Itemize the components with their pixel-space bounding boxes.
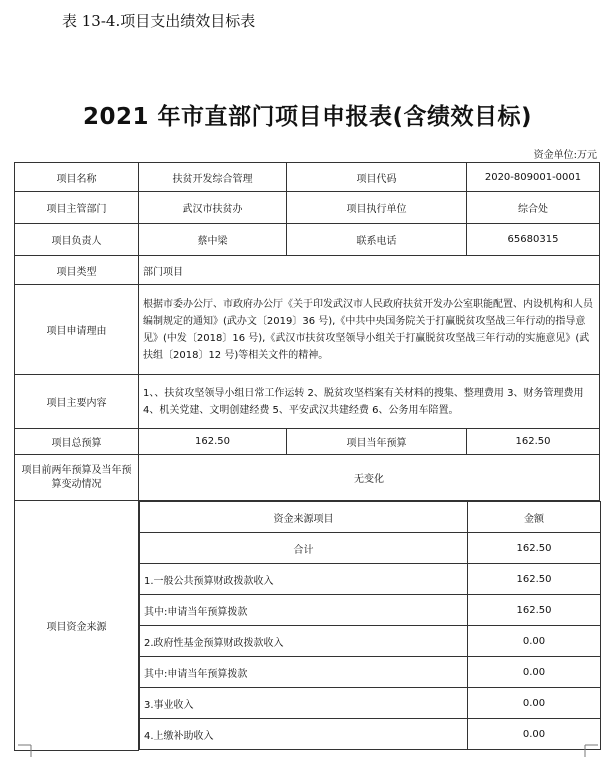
owner-label: 项目负责人	[15, 224, 139, 256]
row-basis	[15, 285, 600, 375]
row-owner	[15, 224, 600, 256]
exec-label: 项目执行单位	[287, 192, 467, 224]
row-project-name	[15, 163, 600, 192]
year-budget-value: 162.50	[467, 429, 600, 455]
type-label: 项目类型	[15, 256, 139, 285]
change-label: 项目前两年预算及当年预算变动情况	[15, 455, 139, 501]
funding-item-label: 1.一般公共预算财政拨款收入	[140, 564, 468, 595]
phone-label: 联系电话	[287, 224, 467, 256]
funding-label: 项目资金来源	[15, 501, 139, 751]
funding-item-label: 4.上缴补助收入	[140, 719, 468, 750]
funding-item-amount: 162.50	[468, 533, 601, 564]
row-change	[15, 455, 600, 501]
funding-row-total	[140, 533, 601, 564]
funding-row	[140, 626, 601, 657]
funding-header-row	[140, 502, 601, 533]
funding-amount-header: 金额	[468, 502, 601, 533]
dept-value: 武汉市扶贫办	[139, 192, 287, 224]
type-value: 部门项目	[139, 256, 600, 285]
basis-label: 项目申请理由	[15, 285, 139, 375]
funding-item-amount: 162.50	[468, 595, 601, 626]
basis-value: 根据市委办公厅、市政府办公厅《关于印发武汉市人民政府扶贫开发办公室职能配置、内设机构和人员编制规定的通知》(武办文〔2019〕36 号),《中共中央国务院关于打赢脱贫攻坚战三年行动的指导意见》(中发〔2018〕16 号),《武汉市扶贫攻坚领导小组关于打赢脱贫攻坚战三年行动的实施意见》(武扶组〔2018〕12 号)等相关文件的精神。	[139, 285, 600, 375]
dept-label: 项目主管部门	[15, 192, 139, 224]
year-budget-label: 项目当年预算	[287, 429, 467, 455]
crop-mark-bottom-right	[584, 744, 598, 758]
funding-table	[139, 501, 601, 750]
change-value: 无变化	[139, 455, 600, 501]
funding-source-header: 资金来源项目	[140, 502, 468, 533]
total-budget-label: 项目总预算	[15, 429, 139, 455]
exec-value: 综合处	[467, 192, 600, 224]
funding-item-amount: 0.00	[468, 626, 601, 657]
funding-item-amount: 0.00	[468, 688, 601, 719]
funding-row	[140, 657, 601, 688]
project-code-label: 项目代码	[287, 163, 467, 192]
project-name-value: 扶贫开发综合管理	[139, 163, 287, 192]
funding-item-label: 其中:申请当年预算拨款	[140, 595, 468, 626]
funding-row	[140, 564, 601, 595]
page-title: 2021 年市直部门项目申报表(含绩效目标)	[82, 104, 533, 130]
funding-item-label: 其中:申请当年预算拨款	[140, 657, 468, 688]
unit-note: 资金单位:万元	[533, 150, 597, 161]
funding-row	[140, 688, 601, 719]
funding-item-amount: 162.50	[468, 564, 601, 595]
project-name-label: 项目名称	[15, 163, 139, 192]
funding-cell	[139, 501, 600, 751]
table-caption: 表 13-4.项目支出绩效目标表	[62, 12, 256, 30]
funding-item-label: 合计	[140, 533, 468, 564]
row-dept	[15, 192, 600, 224]
content-value: 1、、扶贫攻坚领导小组日常工作运转 2、脱贫攻坚档案有关材料的搜集、整理费用 3、财务管理费用 4、机关党建、文明创建经费 5、平安武汉共建经费 6、公务用车陪置。	[139, 375, 600, 429]
funding-row	[140, 719, 601, 750]
row-budget	[15, 429, 600, 455]
funding-item-label: 3.事业收入	[140, 688, 468, 719]
project-form-table	[14, 162, 600, 751]
row-funding	[15, 501, 600, 751]
total-budget-value: 162.50	[139, 429, 287, 455]
crop-mark-bottom-left	[18, 744, 32, 758]
funding-item-amount: 0.00	[468, 719, 601, 750]
phone-value: 65680315	[467, 224, 600, 256]
funding-item-amount: 0.00	[468, 657, 601, 688]
content-label: 项目主要内容	[15, 375, 139, 429]
funding-item-label: 2.政府性基金预算财政拨款收入	[140, 626, 468, 657]
row-content	[15, 375, 600, 429]
project-code-value: 2020-809001-0001	[467, 163, 600, 192]
owner-value: 蔡中梁	[139, 224, 287, 256]
row-type	[15, 256, 600, 285]
funding-row	[140, 595, 601, 626]
